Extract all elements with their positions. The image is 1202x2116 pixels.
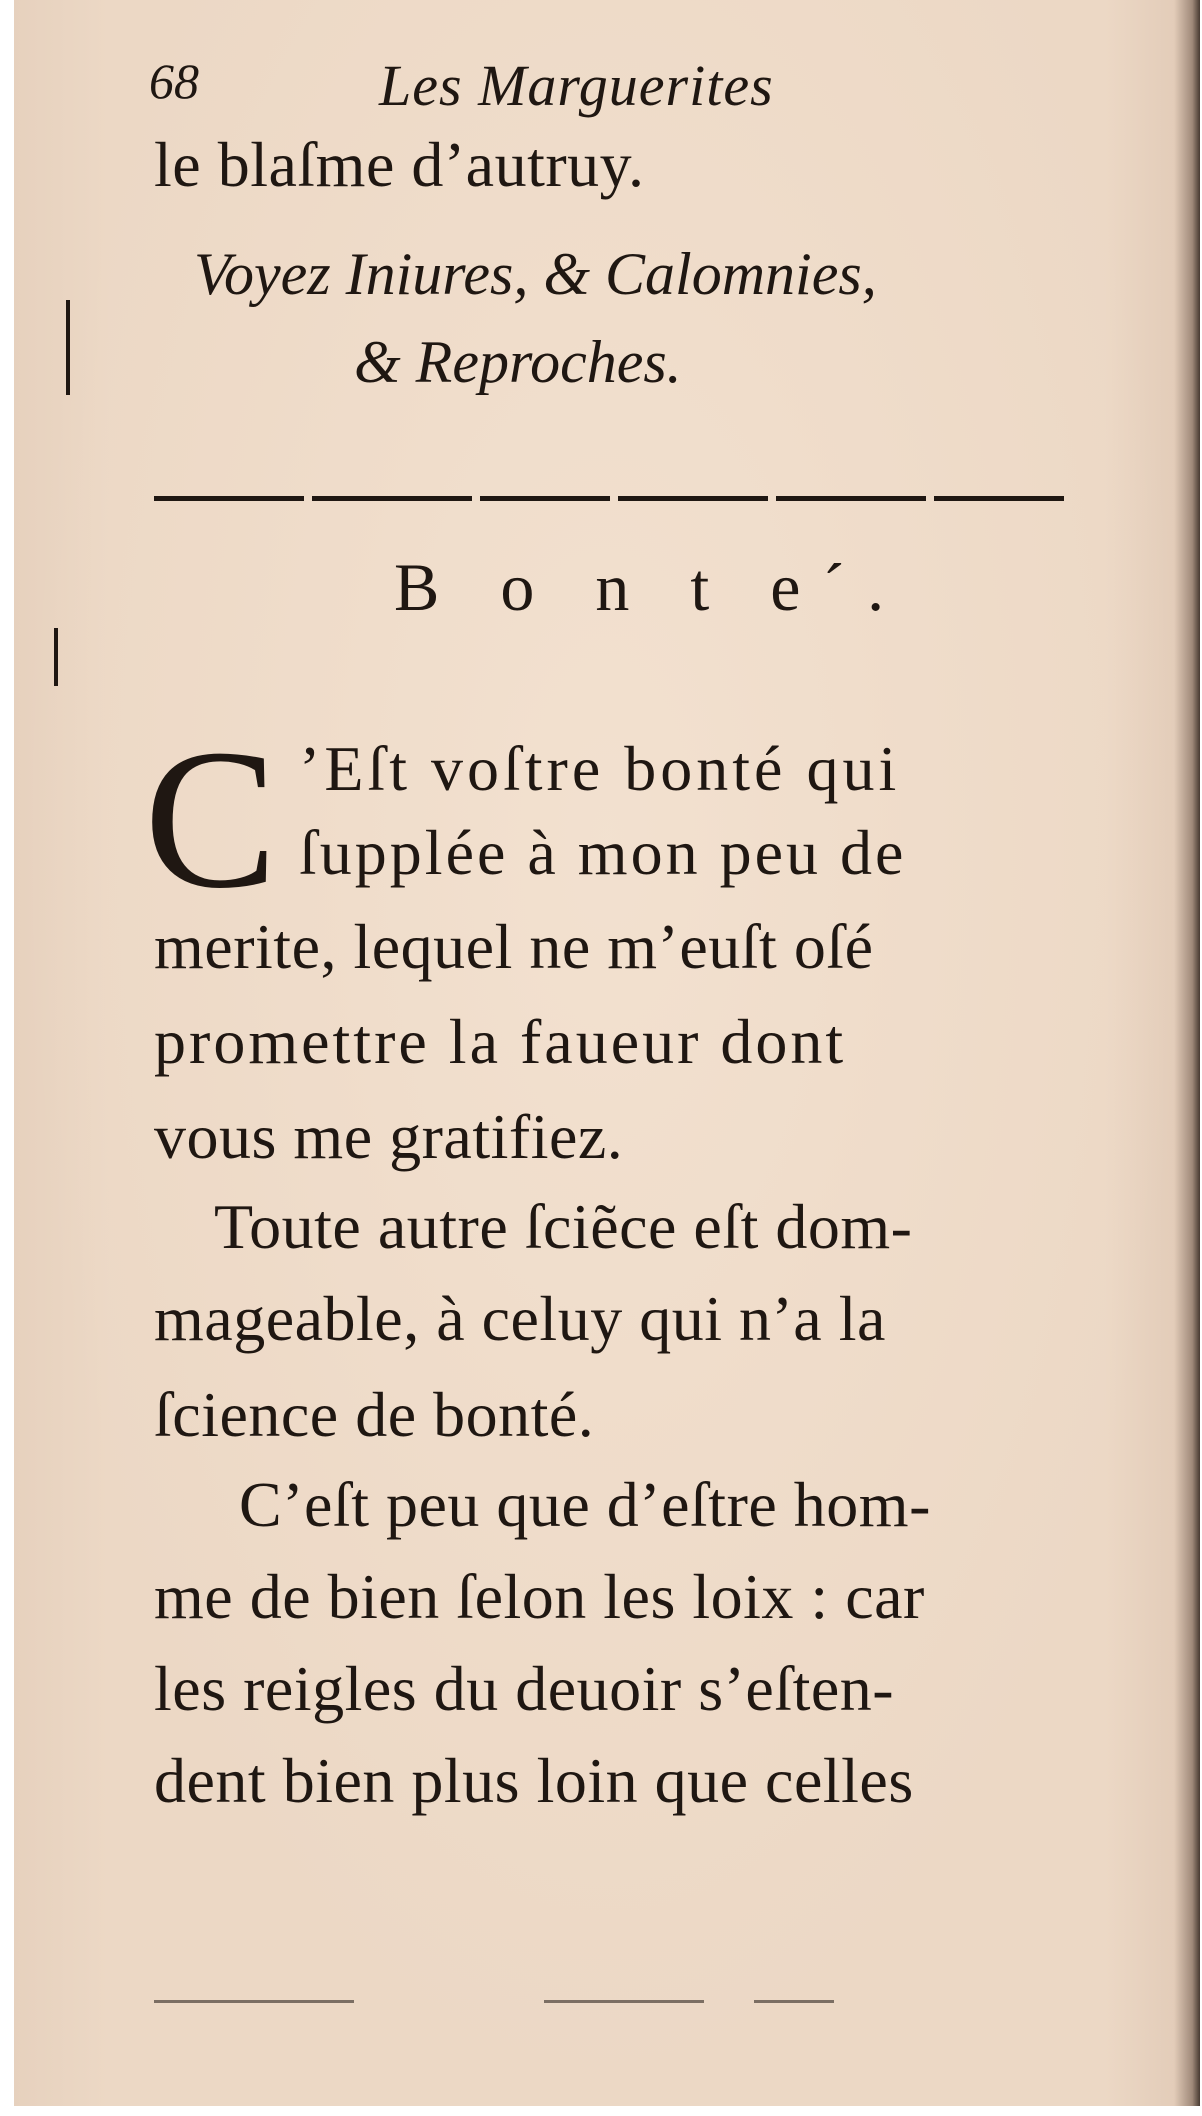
page-number: 68 — [149, 53, 199, 109]
margin-bracket-mark — [66, 300, 70, 395]
drop-cap: C — [144, 709, 278, 930]
cross-reference-line-1: Voyez Iniures, & Calomnies, — [194, 241, 877, 307]
paragraph-line: les reigles du deuoir s’eſten- — [154, 1653, 895, 1724]
show-through-texture — [654, 150, 670, 224]
section-rule-segment — [312, 496, 472, 501]
paragraph-line: C’eſt peu que d’eſtre hom- — [239, 1469, 931, 1540]
cross-reference-line-2: & Reproches. — [354, 329, 682, 395]
paragraph-line: Toute autre ſciẽce eſt dom- — [214, 1191, 913, 1262]
footer-dash — [154, 2000, 354, 2003]
paragraph-line: mageable, à celuy qui n’a la — [154, 1283, 886, 1354]
section-rule-segment — [776, 496, 926, 501]
book-page — [14, 0, 1200, 2106]
footer-dash — [544, 2000, 704, 2003]
section-rule-segment — [934, 496, 1064, 501]
section-rule-segment — [480, 496, 610, 501]
paragraph-line: ’Eſt voſtre bonté qui — [299, 733, 901, 804]
paragraph-line: vous me gratifiez. — [154, 1101, 624, 1172]
section-rule-segment — [618, 496, 768, 501]
margin-tick-mark — [54, 628, 58, 686]
paragraph-line: dent bien plus loin que celles — [154, 1745, 914, 1816]
paragraph-line: ſcience de bonté. — [154, 1379, 595, 1450]
paragraph-line: promettre la faueur dont — [154, 1006, 847, 1077]
paragraph-line: ſupplée à mon peu de — [299, 817, 907, 888]
gutter-shadow — [1174, 0, 1200, 2106]
running-head: Les Marguerites — [379, 53, 774, 118]
paragraph-line: merite, lequel ne m’euſt oſé — [154, 911, 874, 982]
paragraph-line: me de bien ſelon les loix : car — [154, 1561, 925, 1632]
footer-dash — [754, 2000, 834, 2003]
section-rule-segment — [154, 496, 304, 501]
section-heading: B o n t e´. — [394, 549, 907, 625]
continuation-line: le blaſme d’autruy. — [154, 129, 645, 200]
